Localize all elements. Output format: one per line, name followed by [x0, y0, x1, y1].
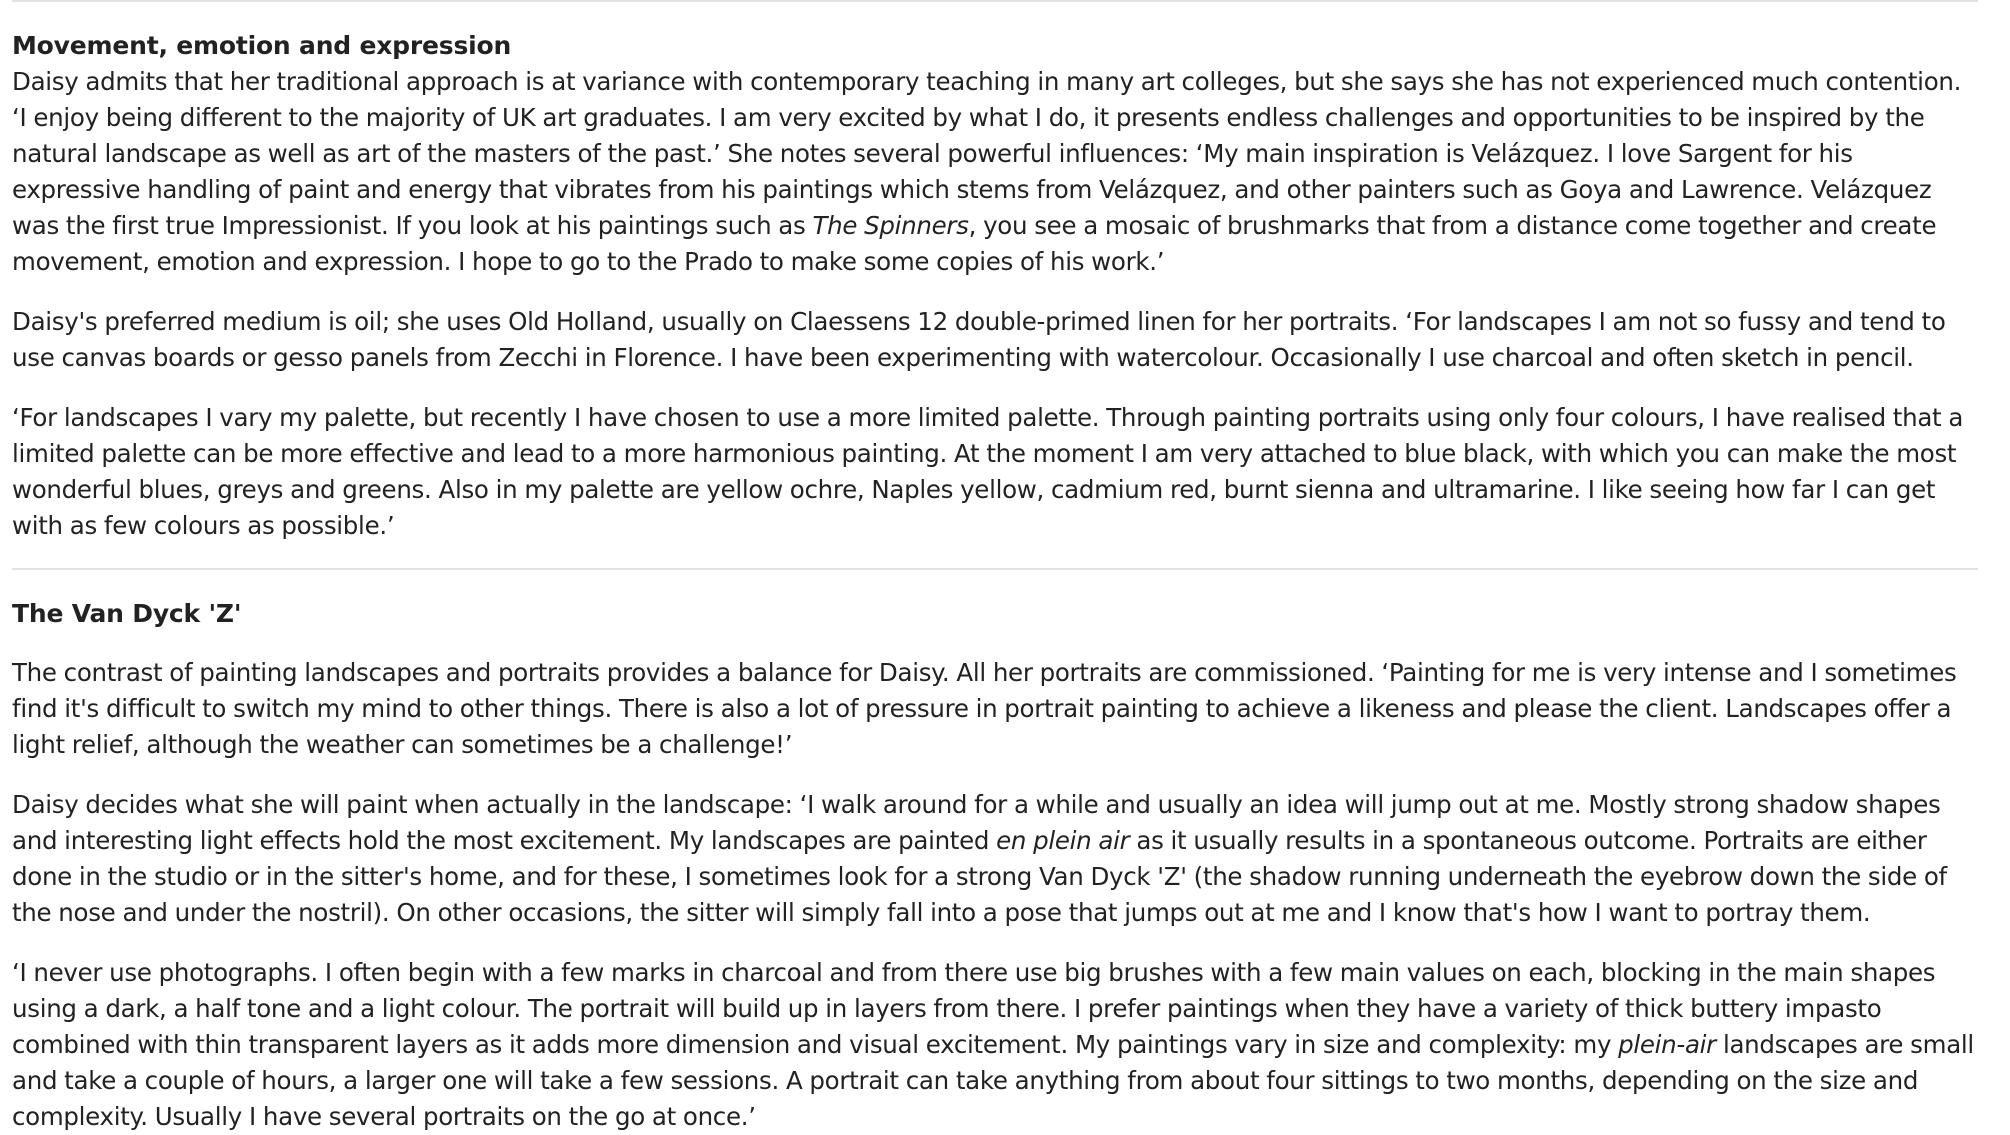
paragraph-text: Daisy decides what she will paint when actually in the landscape: ‘I walk around for a while and usually an idea will jump out at me. Mostly strong shadow shapes and interesting light effects hold the most excitement. My landscapes are painted [12, 790, 1941, 855]
paragraph-text: ‘I never use photographs. I often begin with a few marks in charcoal and from there use big brushes with a few main values on each, blocking in the main shapes using a dark, a half tone and a light colour. The portrait will build up in layers from there. I prefer paintings when they have a variety of thick buttery impasto combined with thin transparent layers as it adds more dimension and visual excitement. My paintings vary in size and complexity: my [12, 958, 1936, 1059]
italic-term-en-plein-air: en plein air [996, 826, 1130, 855]
paragraph-landscape-approach [12, 787, 1978, 931]
paragraph-medium: Daisy's preferred medium is oil; she uses Old Holland, usually on Claessens 12 double-primed linen for her portraits. ‘For landscapes I am not so fussy and tend to use canvas boards or gesso panels from Zecchi in Florence. I have been experimenting with watercolour. Occasionally I use charcoal and often sketch in pencil. [12, 307, 1946, 372]
article-body [12, 0, 1978, 1135]
paragraph-text: landscapes are small and take a couple of hours, a larger one will take a few sessions. A portrait can take anything from about four sittings to two months, depending on the size and complexity. Usually I have several portraits on the go at once.’ [12, 1030, 1974, 1131]
paragraph-palette: ‘For landscapes I vary my palette, but recently I have chosen to use a more limited palette. Through painting portraits using only four colours, I have realised that a limited palette can be more effective and lead to a more harmonious painting. At the moment I am very attached to blue black, with which you can make the most wonderful blues, greys and greens. Also in my palette are yellow ochre, Naples yellow, cadmium red, burnt sienna and ultramarine. I like seeing how far I can get with as few colours as possible.’ [12, 403, 1964, 540]
paragraph-text: Daisy admits that her traditional approach is at variance with contemporary teaching in many art colleges, but she says she has not experienced much contention. ‘I enjoy being different to the majority of UK art graduates. I am very excited by what I do, it presents endless challenges and opportunities to be inspired by the natural landscape as well as art of the masters of the past.’ She notes several powerful influences: ‘My main inspiration is Velázquez. I love Sargent for his expressive handling of paint and energy that vibrates from his paintings which stems from Velázquez, and other painters such as Goya and Lawrence. Velázquez was the first true Impressionist. If you look at his paintings such as [12, 67, 1962, 240]
paragraph-influences [12, 64, 1978, 280]
section-heading-movement: Movement, emotion and expression [12, 31, 512, 60]
paragraph-process [12, 955, 1978, 1135]
italic-title-the-spinners: The Spinners [812, 211, 969, 240]
paragraph-text: , you see a mosaic of brushmarks that from a distance come together and create movement, emotion and expression. I hope to go to the Prado to make some copies of his work.’ [12, 211, 1937, 276]
italic-term-plein-air: plein-air [1618, 1030, 1716, 1059]
top-divider [12, 0, 1978, 2]
section-heading-van-dyck: The Van Dyck 'Z' [12, 599, 242, 628]
paragraph-balance: The contrast of painting landscapes and portraits provides a balance for Daisy. All her portraits are commissioned. ‘Painting for me is very intense and I sometimes find it's difficult to switch my mind to other things. There is also a lot of pressure in portrait painting to achieve a likeness and please the client. Landscapes offer a light relief, although the weather can sometimes be a challenge!’ [12, 658, 1957, 759]
paragraph-text: as it usually results in a spontaneous outcome. Portraits are either done in the studio or in the sitter's home, and for these, I sometimes look for a strong Van Dyck 'Z' (the shadow running underneath the eyebrow down the side of the nose and under the nostril). On other occasions, the sitter will simply fall into a pose that jumps out at me and I know that's how I want to portray them. [12, 826, 1947, 927]
section-divider [12, 568, 1978, 570]
